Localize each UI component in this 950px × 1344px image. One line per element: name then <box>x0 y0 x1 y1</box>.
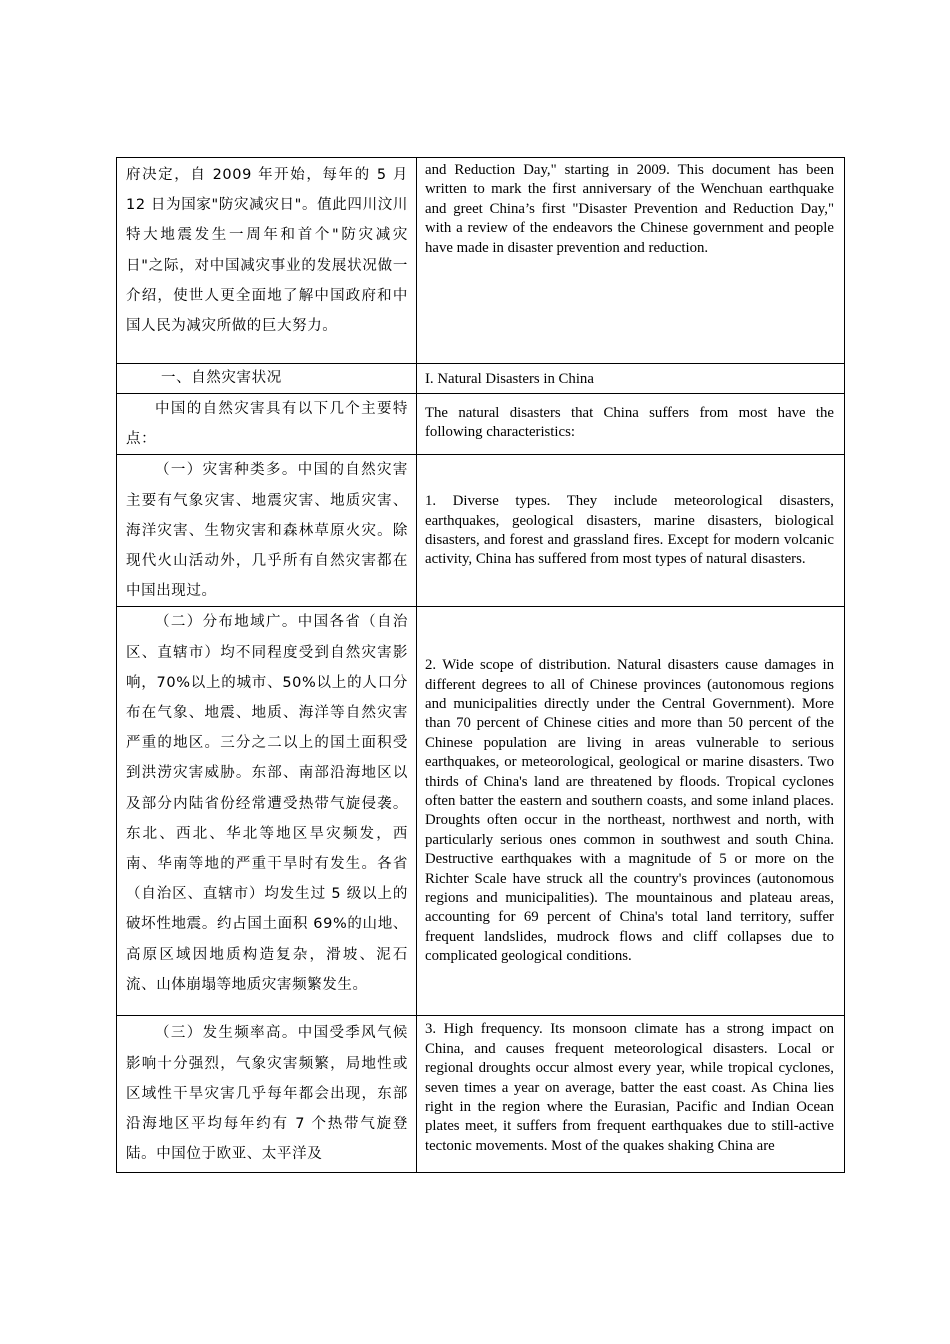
zh-cell <box>117 1016 417 1173</box>
table-row <box>117 158 845 364</box>
zh-cell <box>117 394 417 455</box>
table-row <box>117 394 845 455</box>
en-cell <box>417 607 845 1016</box>
zh-cell <box>117 455 417 607</box>
zh-text: （三）发生频率高。中国受季风气候影响十分强烈，气象灾害频繁，局地性或区域性干旱灾害几乎每年都会出现，东部沿海地区平均每年约有 7 个热带气旋登陆。中国位于欧亚、太平洋及 <box>126 1025 408 1163</box>
table-row <box>117 607 845 1016</box>
en-text: 3. High frequency. Its monsoon climate has a strong impact on China, and causes frequent meteorological disasters. Local or regional droughts occur almost every year, while tropical cyclones, seven times a year on average, batter the east coast. As China lies right in the region where the Eurasian, Pacific and Indian Ocean plates meet, it suffers from frequent earthquakes due to still-active tectonic movements. Most of the quakes shaking China are <box>425 1021 834 1154</box>
zh-cell <box>117 364 417 394</box>
en-text: 2. Wide scope of distribution. Natural disasters cause damages in different degrees to all of Chinese provinces (autonomous regions and municipalities directly under the Central Government). More than 70 percent of Chinese cities and more than 50 percent of the Chinese population are living in areas vulnerable to serious earthquakes, or meteorological, geological or marine disasters. Two thirds of China's land are threatened by floods. Tropical cyclones often batter the eastern and southern coasts, and some inland places. Droughts often occur in the northeast, northwest and north, with particularly serious ones common in southwest and south China. Destructive earthquakes with a magnitude of 5 or more on the Richter Scale have struck all the country's provinces (autonomous regions and municipalities). The mountainous and plateau areas, accounting for 69 percent of China's total land territory, suffer frequent landslides, mudrock flows and cliff collapses due to complicated geological conditions. <box>425 657 834 965</box>
en-text: and Reduction Day," starting in 2009. This document has been written to mark the first anniversary of the Wenchuan earthquake and greet China’s first "Disaster Prevention and Reduction Day," with a review of the endeavors the Chinese government and people have made in disaster prevention and reduction. <box>425 162 834 256</box>
en-cell <box>417 158 845 364</box>
en-cell <box>417 364 845 394</box>
zh-cell <box>117 158 417 364</box>
section-heading-zh: 一、自然灾害状况 <box>161 370 282 386</box>
en-cell <box>417 394 845 455</box>
zh-text: （一）灾害种类多。中国的自然灾害主要有气象灾害、地震灾害、地质灾害、海洋灾害、生物灾害和森林草原火灾。除现代火山活动外，几乎所有自然灾害都在中国出现过。 <box>126 462 408 600</box>
zh-text: 府决定，自 2009 年开始，每年的 5 月 12 日为国家"防灾减灾日"。值此四川汶川特大地震发生一周年和首个"防灾减灾日"之际，对中国减灾事业的发展状况做一介绍，使世人更全面地了解中国政府和中国人民为减灾所做的巨大努力。 <box>126 167 408 335</box>
table-row <box>117 1016 845 1173</box>
en-cell <box>417 455 845 607</box>
section-heading-en: I. Natural Disasters in China <box>425 371 594 387</box>
en-cell <box>417 1016 845 1173</box>
table-row <box>117 455 845 607</box>
zh-text: 中国的自然灾害具有以下几个主要特点： <box>126 401 408 448</box>
zh-text: （二）分布地域广。中国各省（自治区、直辖市）均不同程度受到自然灾害影响，70%以上的城市、50%以上的人口分布在气象、地震、地质、海洋等自然灾害严重的地区。三分之二以上的国土面积受到洪涝灾害威胁。东部、南部沿海地区以及部分内陆省份经常遭受热带气旋侵袭。东北、西北、华北等地区旱灾频发，西南、华南等地的严重干旱时有发生。各省（自治区、直辖市）均发生过 5 级以上的破坏性地震。约占国土面积 69%的山地、高原区域因地质构造复杂，滑坡、泥石流、山体崩塌等地质灾害频繁发生。 <box>126 614 408 993</box>
en-text: The natural disasters that China suffers from most have the following characteristics: <box>425 405 834 441</box>
bilingual-table <box>116 157 845 1173</box>
en-text: 1. Diverse types. They include meteorological disasters, earthquakes, geological disasters, marine disasters, biological disasters, and forest and grassland fires. Except for modern volcanic activity, China has suffered from most types of natural disasters. <box>425 493 834 568</box>
table-row <box>117 364 845 394</box>
zh-cell <box>117 607 417 1016</box>
